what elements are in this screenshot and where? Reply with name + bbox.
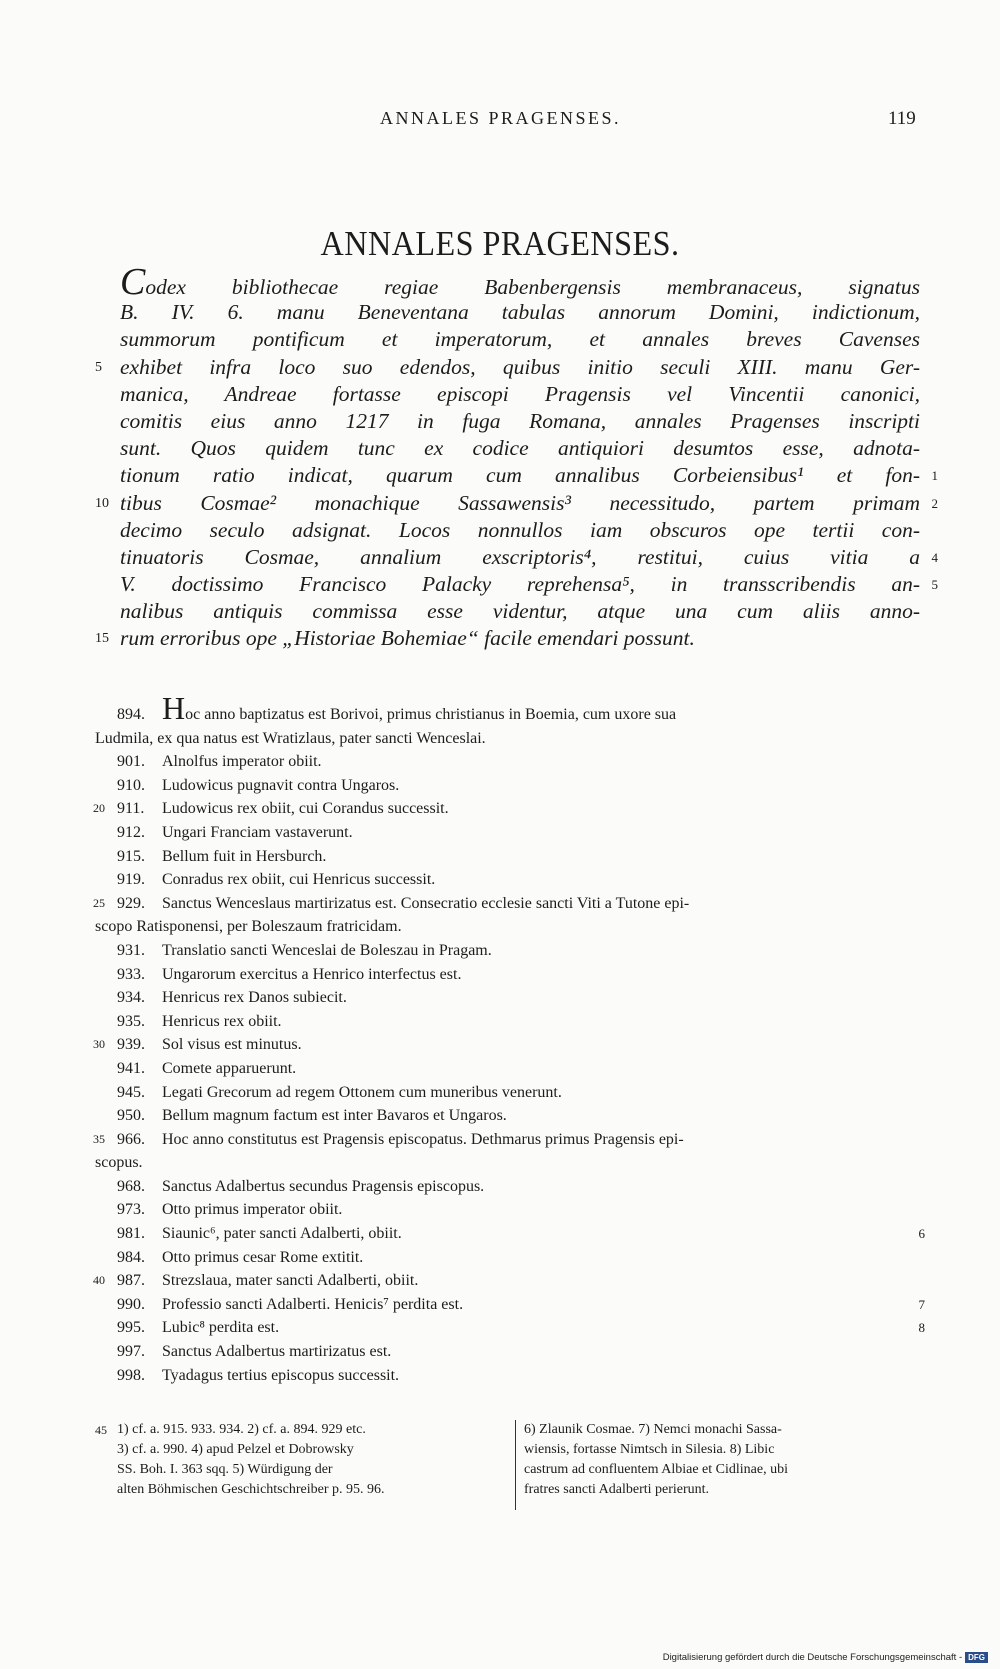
footnote-line: 1) cf. a. 915. 933. 934. 2) cf. a. 894. 929 etc. — [117, 1422, 366, 1437]
intro-line — [120, 261, 920, 303]
annal-entry — [95, 1198, 925, 1222]
annal-text: Ludowicus pugnavit contra Ungaros. — [162, 776, 400, 794]
annal-entry — [95, 1364, 925, 1388]
annal-year: 933. — [117, 965, 145, 983]
intro-line-text: exhibet infra loco suo edendos, quibus initio seculi XIII. manu Ger- — [120, 354, 920, 379]
intro-dropcap: C — [120, 261, 146, 303]
annal-text: Ungarorum exercitus a Henrico interfectus est. — [162, 965, 462, 983]
intro-line-text: summorum pontificum et imperatorum, et annales breves Cavenses — [120, 327, 920, 352]
annal-year: 998. — [117, 1366, 145, 1384]
annal-text: Sanctus Adalbertus martirizatus est. — [162, 1343, 392, 1361]
annal-entry — [95, 1104, 925, 1128]
annal-continuation: scopo Ratisponensi, per Boleszaum fratricidam. — [95, 918, 402, 936]
annal-entry — [95, 1057, 925, 1081]
footnote-line: castrum ad confluentem Albiae et Cidlinae, ubi — [524, 1462, 788, 1477]
annal-text: Comete apparuerunt. — [162, 1059, 297, 1077]
annal-text: Bellum fuit in Hersburch. — [162, 847, 327, 865]
annal-year: 990. — [117, 1295, 145, 1313]
intro-line — [120, 435, 920, 462]
annal-entry — [95, 1293, 925, 1317]
annal-year: 973. — [117, 1201, 145, 1219]
intro-line — [95, 490, 938, 517]
annal-year: 987. — [117, 1272, 145, 1290]
intro-line — [120, 544, 938, 571]
intro-line-text: manica, Andreae fortasse episcopi Pragensis vel Vincentii canonici, — [120, 381, 920, 406]
page-header — [0, 108, 1000, 138]
annal-year: 910. — [117, 776, 145, 794]
annal-text: Strezslaua, mater sancti Adalberti, obiit. — [162, 1272, 419, 1290]
footnote-line: wiensis, fortasse Nimtsch in Silesia. 8) Libic — [524, 1442, 775, 1457]
annal-text: Henricus rex obiit. — [162, 1012, 282, 1030]
annal-continuation: scopus. — [95, 1154, 143, 1172]
annal-entry — [95, 1269, 925, 1293]
annal-initial: H — [162, 690, 186, 726]
intro-line-text: comitis eius anno 1217 in fuga Romana, annales Pragenses inscripti — [120, 408, 920, 433]
annal-year: 950. — [117, 1107, 145, 1125]
intro-line — [95, 625, 920, 652]
annal-entry — [95, 939, 925, 963]
intro-line-text: rum erroribus ope „Historiae Bohemiae“ facile emendari possunt. — [120, 626, 695, 651]
margin-note-marker: 4 — [931, 549, 938, 565]
dfg-logo: DFG — [965, 1652, 988, 1663]
margin-note-marker: 6 — [918, 1226, 925, 1242]
annal-entry — [95, 1033, 925, 1057]
annal-year: 911. — [117, 800, 145, 818]
annal-entry — [95, 1340, 925, 1364]
annal-text: Translatio sancti Wenceslai de Boleszau in Pragam. — [162, 941, 492, 959]
annal-text: Alnolfus imperator obiit. — [162, 753, 322, 771]
annal-text: Sanctus Adalbertus secundus Pragensis episcopus. — [162, 1177, 485, 1195]
annal-text: Professio sancti Adalberti. Henicis⁷ perdita est. — [162, 1295, 464, 1313]
annal-entry — [95, 1010, 925, 1034]
annal-year: 997. — [117, 1343, 145, 1361]
annal-text: Conradus rex obiit, cui Henricus successit. — [162, 871, 436, 889]
margin-note-marker: 7 — [918, 1296, 925, 1312]
annal-year: 984. — [117, 1248, 145, 1266]
line-number: 10 — [95, 495, 109, 511]
intro-line — [120, 598, 920, 625]
line-number: 45 — [95, 1423, 107, 1437]
annal-year: 919. — [117, 871, 145, 889]
annal-entry — [95, 1081, 925, 1105]
annal-year: 901. — [117, 753, 145, 771]
annal-text: Sol visus est minutus. — [162, 1036, 302, 1054]
annal-entry — [95, 892, 925, 916]
footnote-line: 6) Zlaunik Cosmae. 7) Nemci monachi Sassa- — [524, 1422, 782, 1437]
annals-list — [93, 690, 925, 1387]
annal-year: 941. — [117, 1059, 145, 1077]
annal-year: 915. — [117, 847, 145, 865]
annal-text: oc anno baptizatus est Borivoi, primus christianus in Boemia, cum uxore sua — [185, 706, 677, 723]
annal-year: 894. — [117, 706, 145, 723]
intro-line — [120, 408, 920, 435]
annal-text: Ludowicus rex obiit, cui Corandus successit. — [162, 800, 449, 818]
page-title: ANNALES PRAGENSES. — [320, 224, 680, 263]
annal-entry — [95, 690, 925, 727]
intro-line — [95, 354, 920, 381]
annal-year: 981. — [117, 1225, 145, 1243]
annal-text: Legati Grecorum ad regem Ottonem cum muneribus venerunt. — [162, 1083, 562, 1101]
intro-line-text: tibus Cosmae² monachique Sassawensis³ necessitudo, partem primam — [120, 490, 920, 515]
annal-year: 966. — [117, 1130, 145, 1148]
annal-entry — [95, 797, 925, 821]
annal-text: Ungari Franciam vastaverunt. — [162, 823, 353, 841]
annal-entry — [95, 845, 925, 869]
intro-line — [120, 517, 920, 544]
footnote-line: 3) cf. a. 990. 4) apud Pelzel et Dobrowsky — [117, 1442, 354, 1457]
intro-line-text: tionum ratio indicat, quarum cum annalibus Corbeiensibus¹ et fon- — [120, 463, 920, 488]
intro-line-text: V. doctissimo Francisco Palacky reprehensa⁵, in transscribendis an- — [120, 572, 920, 597]
annal-text: Otto primus cesar Rome extitit. — [162, 1248, 364, 1266]
annal-text: Hoc anno constitutus est Pragensis episcopatus. Dethmarus primus Pragensis epi- — [162, 1130, 684, 1148]
annal-entry — [95, 1316, 925, 1340]
footnotes-left-column — [95, 1420, 507, 1500]
intro-line-text: decimo seculo adsignat. Locos nonnullos iam obscuros ope tertii con- — [120, 517, 920, 542]
line-number: 25 — [93, 895, 105, 910]
annal-entry — [95, 963, 925, 987]
intro-line-text: nalibus antiquis commissa esse videntur, atque una cum aliis anno- — [120, 599, 920, 624]
annal-text: Sanctus Wenceslaus martirizatus est. Consecratio ecclesie sancti Viti a Tutone epi- — [162, 894, 690, 912]
annal-entry — [95, 1175, 925, 1199]
margin-note-marker: 8 — [918, 1320, 925, 1336]
intro-line — [120, 326, 920, 353]
margin-note-marker: 5 — [931, 577, 938, 593]
annal-text: Otto primus imperator obiit. — [162, 1201, 343, 1219]
annal-year: 995. — [117, 1319, 145, 1337]
annal-entry — [95, 774, 925, 798]
line-number: 40 — [93, 1273, 105, 1288]
running-title: ANNALES PRAGENSES. — [380, 108, 622, 128]
line-number: 30 — [93, 1037, 105, 1052]
annal-entry — [95, 1222, 925, 1246]
intro-paragraph — [95, 261, 938, 653]
annal-entry — [95, 821, 925, 845]
annal-year: 935. — [117, 1012, 145, 1030]
credit-text: Digitalisierung gefördert durch die Deutsche Forschungsgemeinschaft - — [662, 1652, 963, 1663]
annal-continuation: Ludmila, ex qua natus est Wratizlaus, pater sancti Wenceslai. — [95, 729, 486, 747]
margin-note-marker: 2 — [931, 495, 938, 511]
annal-entry — [95, 1128, 925, 1152]
annal-year: 945. — [117, 1083, 145, 1101]
intro-line-text: B. IV. 6. manu Beneventana tabulas annorum Domini, indictionum, — [120, 300, 920, 325]
intro-line — [120, 381, 920, 408]
annal-year: 939. — [117, 1036, 145, 1054]
intro-line-text: sunt. Quos quidem tunc ex codice antiquiori desumtos esse, adnota- — [120, 436, 920, 461]
annal-entry — [95, 986, 925, 1010]
annal-entry — [95, 750, 925, 774]
annal-entry — [95, 868, 925, 892]
digitization-credit — [663, 1652, 988, 1663]
annal-year: 968. — [117, 1177, 145, 1195]
footnote-line: alten Böhmischen Geschichtschreiber p. 95. 96. — [117, 1482, 385, 1497]
footnote-line: fratres sancti Adalberti perierunt. — [524, 1482, 710, 1497]
intro-line — [120, 571, 938, 598]
footnotes-right-column — [515, 1420, 929, 1510]
annal-year: 912. — [117, 823, 145, 841]
footnote-line: SS. Boh. I. 363 sqq. 5) Würdigung der — [117, 1462, 333, 1477]
annal-text: Henricus rex Danos subiecit. — [162, 989, 347, 1007]
annal-year: 929. — [117, 894, 145, 912]
line-number: 5 — [95, 359, 102, 375]
annal-text: Siaunic⁶, pater sancti Adalberti, obiit. — [162, 1225, 402, 1243]
line-number: 20 — [93, 801, 105, 816]
intro-line-text: odex bibliothecae regiae Babenbergensis membranaceus, signatus — [145, 275, 920, 299]
page-number: 119 — [888, 108, 916, 129]
annal-text: Bellum magnum factum est inter Bavaros et Ungaros. — [162, 1107, 507, 1125]
line-number: 35 — [93, 1131, 105, 1146]
intro-line-text: tinuatoris Cosmae, annalium exscriptoris⁴, restitui, cuius vitia a — [120, 544, 920, 569]
margin-note-marker: 1 — [931, 468, 938, 484]
annal-year: 934. — [117, 989, 145, 1007]
annal-text: Lubic⁸ perdita est. — [162, 1319, 280, 1337]
annal-entry — [95, 1246, 925, 1270]
line-number: 15 — [95, 631, 109, 647]
intro-line — [120, 299, 920, 326]
annal-text: Tyadagus tertius episcopus successit. — [162, 1366, 400, 1384]
annal-year: 931. — [117, 941, 145, 959]
intro-line — [120, 462, 938, 489]
